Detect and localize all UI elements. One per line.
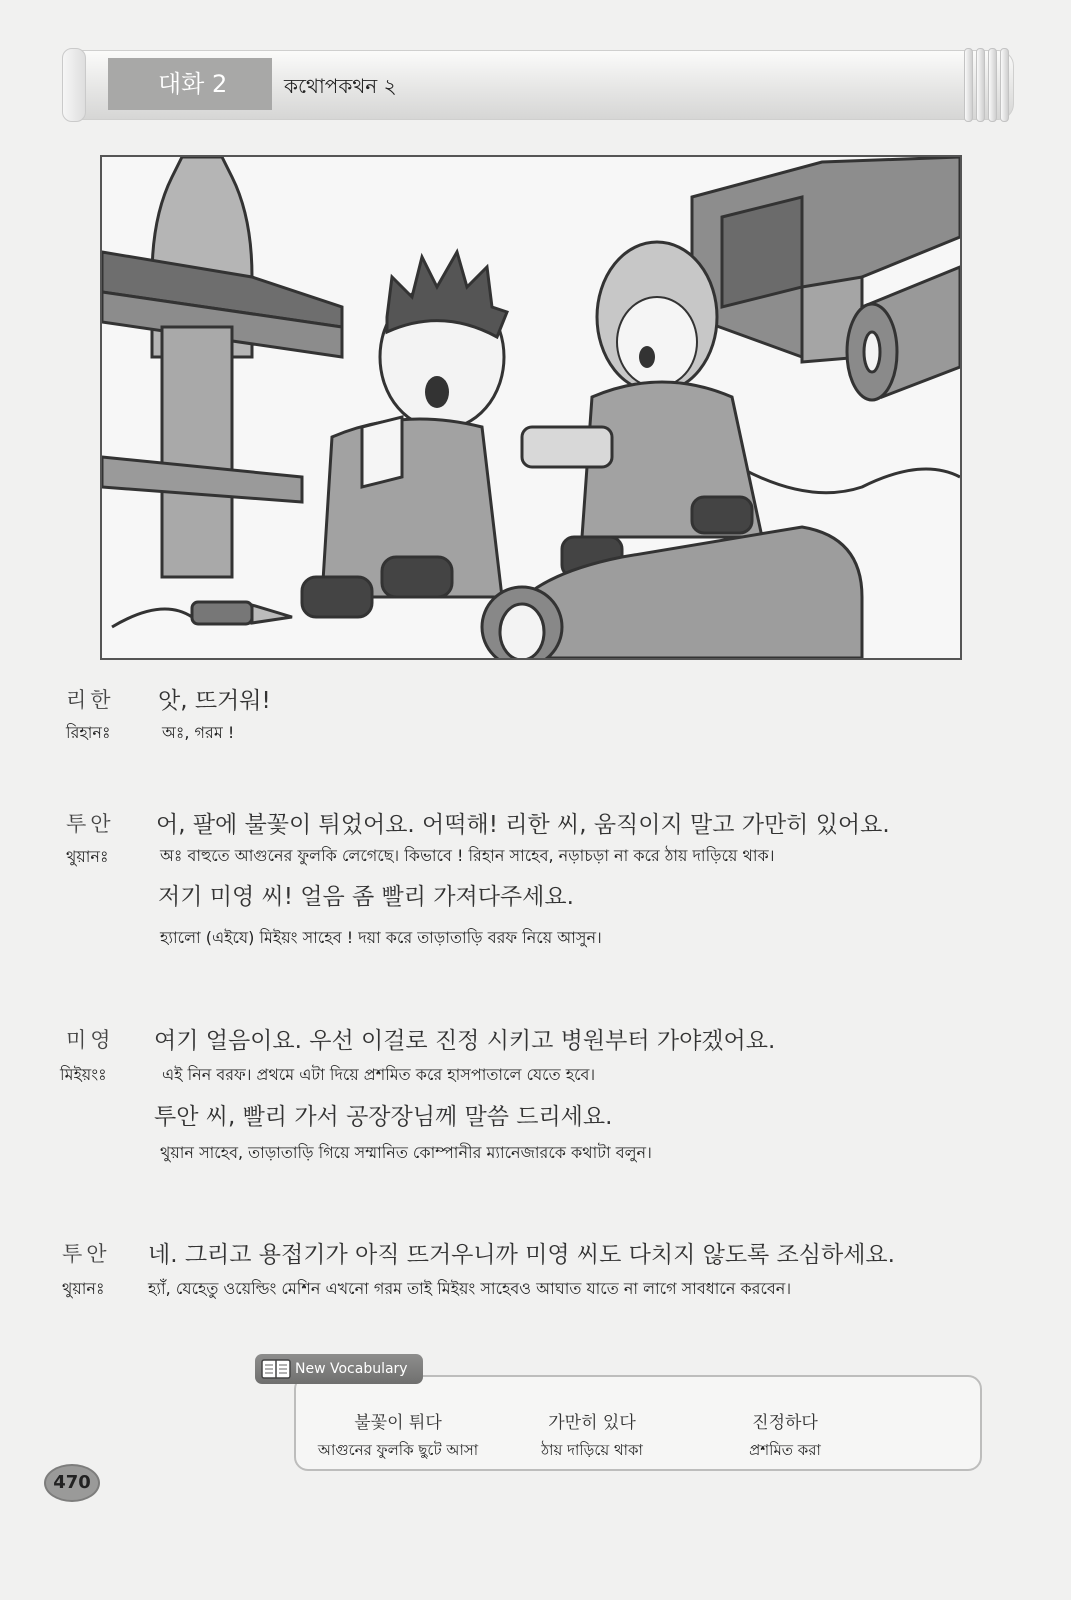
dialogue-line-ko: 어, 팔에 불꽃이 튀었어요. 어떡해! 리한 씨, 움직이지 말고 가만히 있어요. [156, 812, 890, 838]
speaker-bn-miyoung: মিইয়ংঃ [60, 1065, 107, 1084]
header-bar-left-cap [62, 48, 86, 122]
dialogue-line-ko: 저기 미영 씨! 얼음 좀 빨리 가져다주세요. [158, 884, 574, 910]
dialogue-line-bn: থুয়ান সাহেব, তাড়াতাড়ি গিয়ে সম্মানিত কোম্পানীর ম্যানেজারকে কথাটা বলুন। [160, 1143, 652, 1162]
dialogue-line-ko: 여기 얼음이요. 우선 이걸로 진정 시키고 병원부터 가야겠어요. [154, 1028, 776, 1054]
dialogue-number-tab: 대화 2 [108, 58, 272, 110]
dialogue-line-bn: অঃ বাহুতে আগুনের ফুলকি লেগেছে। কিভাবে ! রিহান সাহেব, নড়াচড়া না করে ঠায় দাড়িয়ে থাক। [160, 846, 775, 865]
speaker-bn-tuan: থুয়ানঃ [62, 1279, 105, 1298]
speaker-ko-miyoung: 미영 [66, 1028, 115, 1052]
vocabulary-tag [255, 1354, 423, 1384]
welding-workshop-illustration [100, 155, 962, 660]
book-icon [261, 1359, 291, 1379]
dialogue-line-ko: 네. 그리고 용접기가 아직 뜨거우니까 미영 씨도 다치지 않도록 조심하세요. [148, 1242, 895, 1268]
vocab-item [298, 1408, 498, 1464]
dialogue-line-bn: অঃ, গরম ! [162, 723, 235, 742]
vocab-term-ko: 진정하다 [752, 1413, 818, 1433]
vocab-term-bn: প্রশমিত করা [749, 1441, 821, 1459]
page-number: 470 [44, 1464, 100, 1502]
speaker-ko-rihan: 리한 [66, 688, 115, 712]
vocab-term-ko: 가만히 있다 [548, 1413, 636, 1433]
vocab-item [512, 1408, 672, 1464]
vocab-item [720, 1408, 850, 1464]
vocabulary-title: New Vocabulary [295, 1361, 408, 1377]
vocab-term-bn: আগুনের ফুলকি ছুটে আসা [317, 1441, 479, 1459]
vocab-term-ko: 불꽃이 튀다 [354, 1413, 442, 1433]
dialogue-line-bn: হ্যাঁ, যেহেতু ওয়েল্ডিং মেশিন এখনো গরম তাই মিইয়ং সাহেবও আঘাত যাতে না লাগে সাবধানে করবেন। [148, 1279, 792, 1298]
vocab-term-bn: ঠায় দাড়িয়ে থাকা [541, 1441, 643, 1459]
speaker-bn-rihan: রিহানঃ [66, 723, 111, 742]
dialogue-subtitle: কথোপকথন ২ [284, 74, 397, 98]
dialogue-line-bn: হ্যালো (এইযে) মিইয়ং সাহেব ! দয়া করে তাড়াতাড়ি বরফ নিয়ে আসুন। [160, 928, 602, 947]
dialogue-line-ko: 앗, 뜨거워! [158, 688, 271, 714]
speaker-bn-tuan: থুয়ানঃ [66, 847, 109, 866]
header-bar-right-cap [960, 48, 1012, 120]
speaker-ko-tuan: 투안 [62, 1242, 111, 1266]
dialogue-line-ko: 투안 씨, 빨리 가서 공장장님께 말씀 드리세요. [154, 1104, 613, 1130]
dialogue-line-bn: এই নিন বরফ। প্রথমে এটা দিয়ে প্রশমিত করে হাসপাতালে যেতে হবে। [162, 1065, 596, 1084]
speaker-ko-tuan: 투안 [66, 812, 115, 836]
